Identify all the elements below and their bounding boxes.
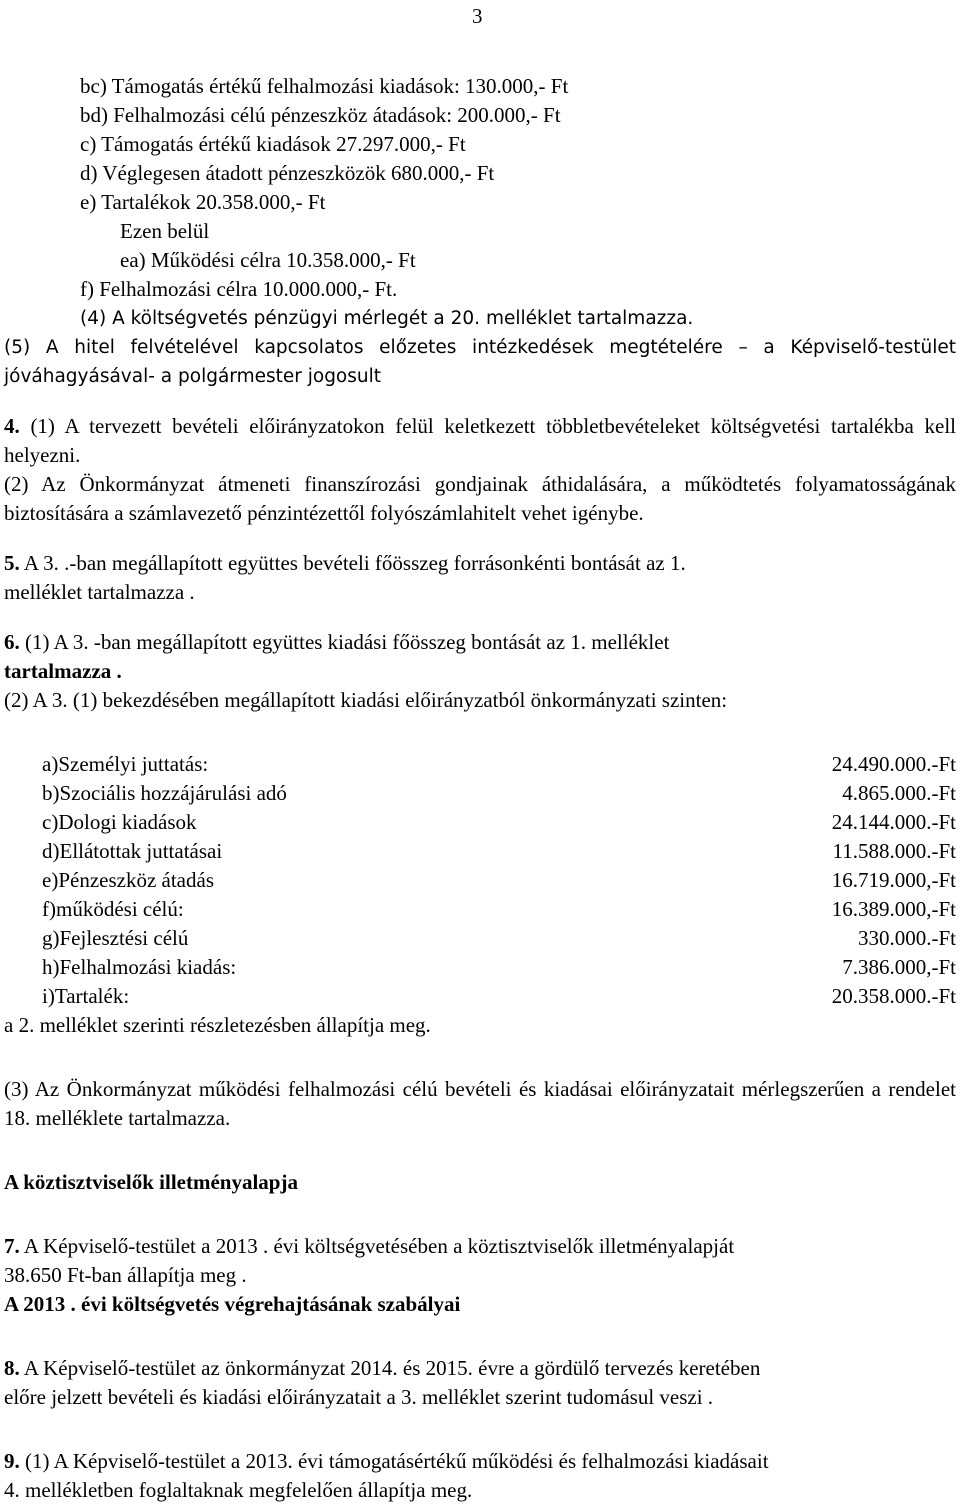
section-5-line-2: melléklet tartalmazza .: [4, 580, 195, 604]
list-item: ea) Működési célra 10.358.000,- Ft: [120, 248, 416, 272]
expense-value: 11.588.000.-Ft: [832, 839, 956, 863]
section-9-line-1: [4, 1447, 956, 1476]
section-number: 9.: [4, 1449, 20, 1473]
expense-row: [4, 866, 956, 895]
expense-row: [4, 837, 956, 866]
expense-row: [4, 924, 956, 953]
section-text: (1) A Képviselő-testület a 2013. évi támogatásértékű működési és felhalmozási kiadásait: [19, 1449, 769, 1473]
page-number: 3: [472, 4, 483, 28]
section-text: A Képviselő-testület a 2013 . évi költségvetésében a köztisztviselők illetményalapját: [19, 1234, 735, 1258]
expense-value: 20.358.000.-Ft: [831, 984, 956, 1008]
expense-label: e)Pénzeszköz átadás: [42, 868, 214, 892]
section-6-line-3: (2) A 3. (1) bekezdésében megállapított kiadási előirányzatból önkormányzati szinten:: [4, 688, 728, 712]
paragraph-4-4: (4) A költségvetés pénzügyi mérlegét a 20. melléklet tartalmazza.: [80, 308, 694, 329]
list-item: bc) Támogatás értékű felhalmozási kiadások: 130.000,- Ft: [80, 74, 569, 98]
section-text: A Képviselő-testület az önkormányzat 2014. és 2015. évre a gördülő tervezés keretében: [19, 1356, 761, 1380]
expense-value: 16.719.000,-Ft: [831, 868, 956, 892]
list-item: d) Véglegesen átadott pénzeszközök 680.000,- Ft: [80, 161, 495, 185]
expense-label: c)Dologi kiadások: [42, 810, 197, 834]
section-8-line-2: előre jelzett bevételi és kiadási előirányzatait a 3. melléklet szerint tudomásul veszi .: [4, 1385, 714, 1409]
section-4-para-1: [4, 412, 956, 470]
page-content: [4, 72, 956, 1505]
expense-value: 24.490.000.-Ft: [831, 752, 956, 776]
expense-label: i)Tartalék:: [42, 984, 130, 1008]
expense-value: 330.000.-Ft: [857, 926, 956, 950]
section-text: (1) A 3. -ban megállapított együttes kiadási főösszeg bontását az 1. melléklet: [19, 630, 670, 654]
section-4-para-2: (2) Az Önkormányzat átmeneti finanszírozási gondjainak áthidalására, a működtetés folyamatosságának biztosítására a számlavezető pénzintézettől folyószámlahitelt vehet igénybe.: [4, 472, 956, 525]
expense-row: [4, 808, 956, 837]
expenses-note: a 2. melléklet szerinti részletezésben állapítja meg.: [4, 1013, 431, 1037]
list-item: c) Támogatás értékű kiadások 27.297.000,- Ft: [80, 132, 466, 156]
section-text: A 3. .-ban megállapított együttes bevételi főösszeg forrásonkénti bontását az 1.: [19, 551, 686, 575]
expense-value: 24.144.000.-Ft: [831, 810, 956, 834]
expense-label: f)működési célú:: [42, 897, 184, 921]
list-item: bd) Felhalmozási célú pénzeszköz átadások: 200.000,- Ft: [80, 103, 561, 127]
paragraph-6-3: (3) Az Önkormányzat működési felhalmozási célú bevételi és kiadásai előirányzatait mérlegszerűen a rendelet 18. melléklete tartalmazza.: [4, 1077, 956, 1130]
section-heading: A köztisztviselők illetményalapja: [4, 1170, 298, 1194]
paragraph-4-5: (5) A hitel felvételével kapcsolatos előzetes intézkedések megtételére – a Képviselő-testület jóváhagyásával- a polgármester jogosult: [4, 337, 956, 387]
section-6-line-1: [4, 628, 956, 657]
section-7-line-2: 38.650 Ft-ban állapítja meg .: [4, 1263, 247, 1287]
expense-label: h)Felhalmozási kiadás:: [42, 955, 237, 979]
list-item: Ezen belül: [120, 219, 210, 243]
expense-label: a)Személyi juttatás:: [42, 752, 209, 776]
expense-row: [4, 779, 956, 808]
section-number: 5.: [4, 551, 20, 575]
section-number: 4.: [4, 414, 20, 438]
section-number: 6.: [4, 630, 20, 654]
expense-label: g)Fejlesztési célú: [42, 926, 189, 950]
section-9-line-2: 4. mellékletben foglaltaknak megfelelően állapítja meg.: [4, 1478, 473, 1502]
section-number: 8.: [4, 1356, 20, 1380]
section-number: 7.: [4, 1234, 20, 1258]
section-5-line-1: [4, 549, 956, 578]
expense-row: [4, 750, 956, 779]
expense-value: 16.389.000,-Ft: [831, 897, 956, 921]
expense-row: [4, 895, 956, 924]
expense-label: b)Szociális hozzájárulási adó: [42, 781, 287, 805]
expense-value: 7.386.000,-Ft: [842, 955, 956, 979]
section-7-line-1: [4, 1232, 956, 1261]
list-item: f) Felhalmozási célra 10.000.000,- Ft.: [80, 277, 398, 301]
section-6-line-2: [4, 657, 956, 686]
expense-row: [4, 953, 956, 982]
section-8-line-1: [4, 1354, 956, 1383]
expense-row: [4, 982, 956, 1011]
expense-value: 4.865.000.-Ft: [842, 781, 956, 805]
section-heading: A 2013 . évi költségvetés végrehajtásának szabályai: [4, 1292, 461, 1316]
bold-text: tartalmazza .: [4, 659, 122, 683]
expense-label: d)Ellátottak juttatásai: [42, 839, 223, 863]
list-item: e) Tartalékok 20.358.000,- Ft: [80, 190, 326, 214]
section-text: (1) A tervezett bevételi előirányzatokon felül keletkezett többletbevételeket költségvetési tartalékba kell helyezni.: [4, 414, 956, 467]
